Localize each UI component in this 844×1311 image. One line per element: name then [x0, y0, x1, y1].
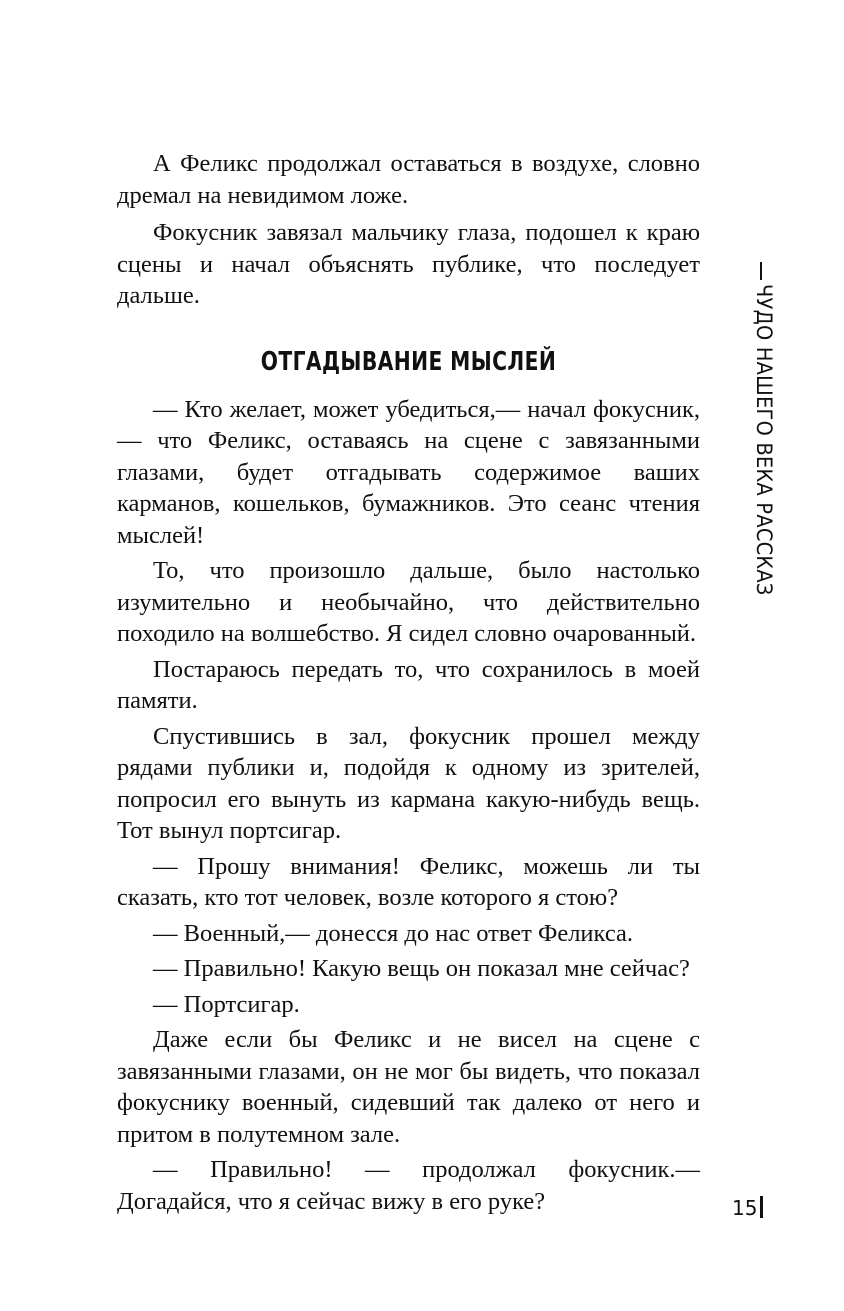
running-head-rule [760, 262, 762, 280]
paragraph: — Кто желает, может убедиться,— начал фокусник,— что Феликс, оставаясь на сцене с завязанными глазами, будет отгадывать содержимое ваших карманов, кошельков, бумажников. Это сеанс чтения мыслей! [117, 395, 700, 549]
page-number-rule [760, 1196, 763, 1218]
paragraph: — Правильно! — продолжал фокусник.— Догадайся, что я сейчас вижу в его руке? [117, 1156, 700, 1215]
section-heading: ОТГАДЫВАНИЕ МЫСЛЕЙ [260, 346, 557, 377]
page-number: 15 [732, 1196, 758, 1220]
paragraph: — Прошу внимания! Феликс, можешь ли ты сказать, кто тот человек, возле которого я стою? [117, 852, 700, 911]
paragraph: Спустившись в зал, фокусник прошел между рядами публики и, подойдя к одному из зрителей, попросил его вынуть из кармана какую-нибудь вещь. Тот вынул портсигар. [117, 722, 700, 844]
body-text [117, 148, 700, 1217]
paragraph: Фокусник завязал мальчику глаза, подошел к краю сцены и начал объяснять публике, что последует дальше. [117, 219, 700, 309]
paragraph: — Портсигар. [153, 990, 300, 1018]
paragraph: То, что произошло дальше, было настолько изумительно и необычайно, что действительно походило на волшебство. Я сидел словно очарованный. [117, 557, 700, 647]
paragraph: Постараюсь передать то, что сохранилось в моей памяти. [117, 655, 700, 714]
paragraph: А Феликс продолжал оставаться в воздухе, словно дремал на невидимом ложе. [117, 150, 700, 209]
paragraph: Даже если бы Феликс и не висел на сцене с завязанными глазами, он не мог бы видеть, что показал фокуснику военный, сидевший так далеко от него и притом в полутемном зале. [117, 1026, 700, 1148]
paragraph: — Военный,— донесся до нас ответ Феликса. [153, 919, 634, 947]
paragraph: — Правильно! Какую вещь он показал мне сейчас? [153, 955, 690, 982]
running-head: ЧУДО НАШЕГО ВЕКА РАССКАЗ [752, 284, 776, 596]
